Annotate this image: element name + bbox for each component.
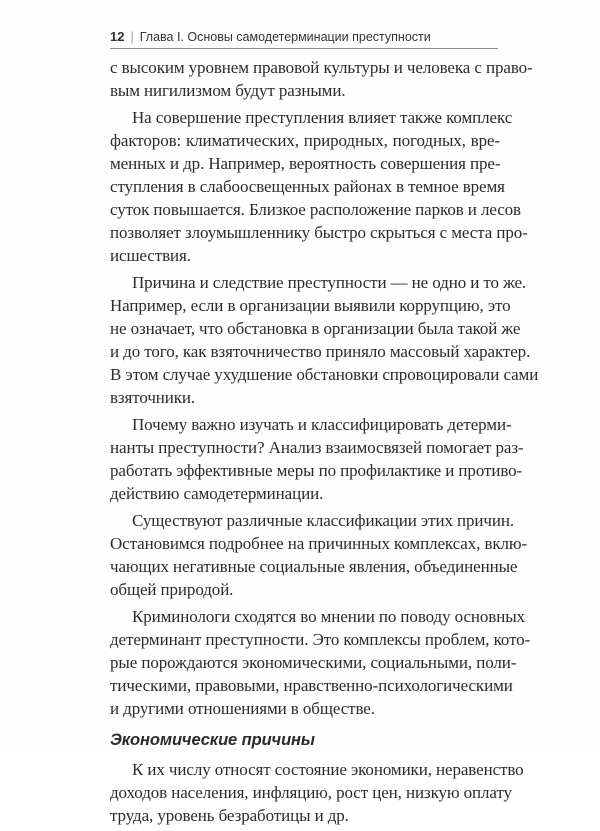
text-line: факторов: климатических, природных, погодных, вре-	[110, 131, 500, 150]
text-line: Почему важно изучать и классифицировать детерми-	[132, 415, 512, 434]
paragraph	[110, 605, 531, 720]
text-line: Остановимся подробнее на причинных комплексах, вклю-	[110, 534, 528, 553]
paragraph	[110, 271, 539, 409]
text-line: К их числу относят состояние экономики, неравенство	[132, 760, 524, 779]
text-line: исшествия.	[110, 246, 191, 265]
text-line: с высоким уровнем правовой культуры и человека с право-	[110, 58, 533, 77]
text-line: рые порождаются экономическими, социальными, поли-	[110, 653, 517, 672]
header-separator: |	[130, 30, 134, 44]
text-line: Криминологи сходятся во мнении по поводу основных	[132, 607, 525, 626]
text-line: Например, если в организации выявили коррупцию, это	[110, 296, 511, 315]
text-line: суток повышается. Близкое расположение парков и лесов	[110, 200, 521, 219]
running-head	[110, 29, 431, 44]
text-line: взяточники.	[110, 388, 196, 407]
text-line: тическими, правовыми, нравственно-психологическими	[110, 676, 513, 695]
text-line: чающих негативные социальные явления, объединенные	[110, 557, 518, 576]
header-rule	[110, 48, 498, 49]
text-line: Причина и следствие преступности — не одно и то же.	[132, 273, 527, 292]
text-line: труда, уровень безработицы и др.	[110, 806, 349, 825]
text-line: вым нигилизмом будут разными.	[110, 81, 346, 100]
paragraph	[110, 413, 524, 505]
text-line: и до того, как взяточничество приняло массовый характер.	[110, 342, 531, 361]
text-line: действию самодетерминации.	[110, 484, 324, 503]
text-line: общей природой.	[110, 580, 234, 599]
text-line: позволяет злоумышленнику быстро скрыться с места про-	[110, 223, 528, 242]
page-number: 12	[110, 29, 125, 44]
text-line: менных и др. Например, вероятность совершения пре-	[110, 154, 501, 173]
text-line: и другими отношениями в обществе.	[110, 699, 375, 718]
text-line: работать эффективные меры по профилактике и противо-	[110, 461, 523, 480]
chapter-title: Глава I. Основы самодетерминации преступности	[139, 30, 431, 44]
text-line: Существуют различные классификации этих причин.	[132, 511, 515, 530]
text-line: детерминант преступности. Это комплексы проблем, кото-	[110, 630, 531, 649]
paragraph	[110, 106, 528, 267]
text-line: доходов населения, инфляцию, рост цен, низкую оплату	[110, 783, 512, 802]
text-line: ступления в слабоосвещенных районах в темное время	[110, 177, 505, 196]
paragraph	[110, 56, 533, 102]
body-text	[110, 56, 539, 831]
text-line: В этом случае ухудшение обстановки спровоцировали сами	[110, 365, 539, 384]
paragraph	[110, 758, 524, 827]
paragraph	[110, 509, 528, 601]
text-line: нанты преступности? Анализ взаимосвязей помогает раз-	[110, 438, 524, 457]
section-heading: Экономические причины	[110, 731, 315, 749]
text-line: не означает, что обстановка в организации была такой же	[110, 319, 521, 338]
text-line: На совершение преступления влияет также комплекс	[132, 108, 513, 127]
